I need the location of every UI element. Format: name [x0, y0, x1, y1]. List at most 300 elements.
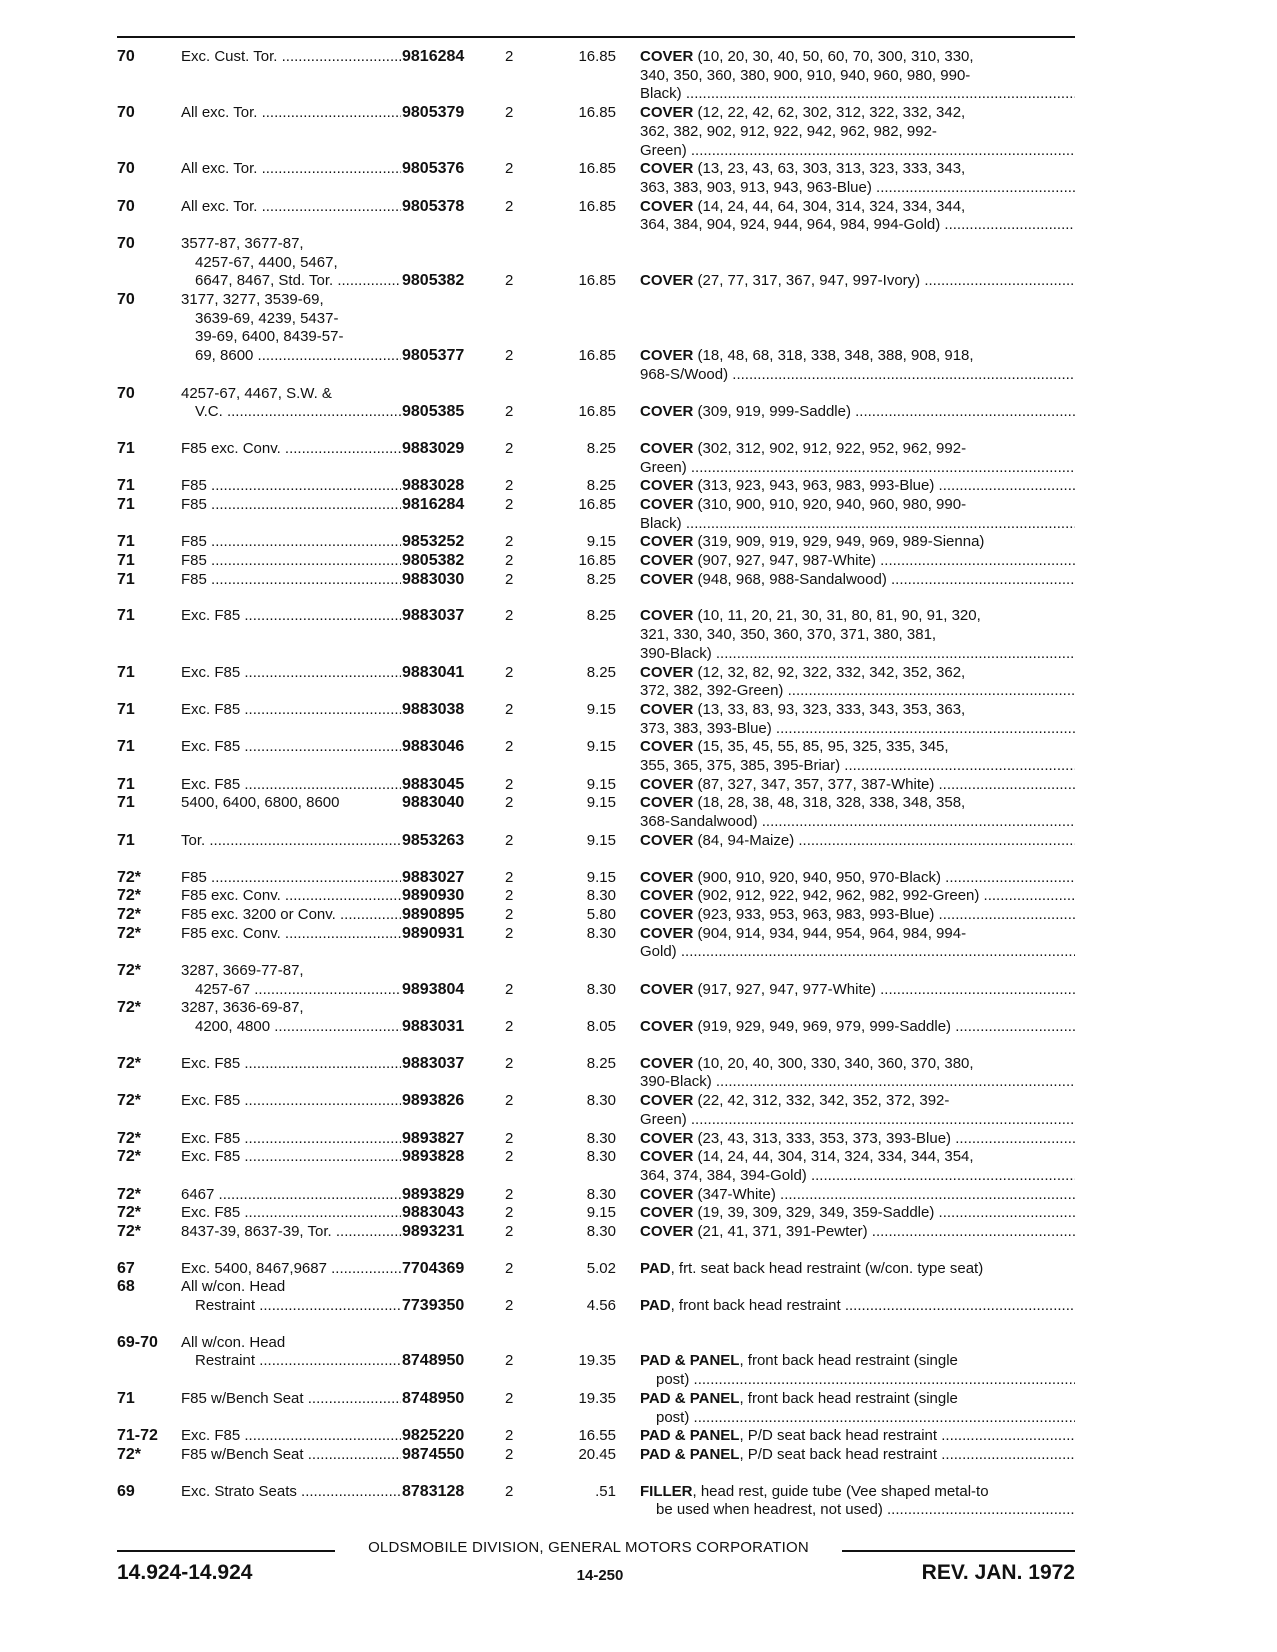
price-cell: 8.25: [586, 477, 616, 495]
year-cell: 71-72: [117, 1427, 158, 1445]
price-cell: 9.15: [586, 533, 616, 551]
part-number-cell: 9883029: [402, 439, 465, 457]
year-cell: 72*: [117, 1054, 142, 1072]
part-number-cell: 7704369: [402, 1259, 465, 1277]
item-name: COVER: [640, 496, 694, 514]
model-cell: [181, 48, 401, 67]
table-row: [0, 1334, 1277, 1390]
quantity-cell: 2: [505, 48, 514, 65]
year-cell: 72*: [117, 924, 142, 942]
quantity-cell: 2: [505, 1222, 514, 1240]
description-text: , front back head restraint (single: [739, 1352, 958, 1370]
description-text: 363, 383, 903, 913, 943, 963-Blue): [640, 178, 872, 196]
item-name: COVER: [640, 924, 694, 942]
model-line: Exc. F85 .....: [181, 1427, 401, 1446]
model-line: All exc. Tor. .....: [181, 104, 401, 123]
quantity-cell: 2: [505, 980, 514, 998]
model-cell: [181, 552, 401, 571]
item-name: COVER: [640, 1204, 694, 1222]
model-cell: [181, 607, 401, 626]
model-line: F85 .....: [181, 477, 401, 496]
item-name: PAD & PANEL: [640, 1427, 740, 1445]
quantity-cell: 2: [505, 570, 514, 588]
price-cell: 8.25: [586, 663, 616, 681]
model-cell: [181, 664, 401, 683]
description-text: (902, 912, 922, 942, 962, 982, 992-Green): [693, 887, 980, 905]
description-cell: [640, 981, 1075, 1000]
description-cell: [640, 1352, 1075, 1389]
model-cell: [181, 571, 401, 590]
description-cell: [640, 552, 1075, 571]
description-text: (319, 909, 919, 929, 949, 969, 989-Sienna): [693, 533, 985, 551]
part-number-cell: 9883045: [402, 775, 465, 793]
item-name: PAD & PANEL: [640, 1445, 740, 1463]
description-text: 373, 383, 393-Blue): [640, 719, 772, 737]
part-number-cell: 9883040: [402, 794, 465, 812]
model-cell: [181, 160, 401, 179]
year-cell: 70: [117, 234, 135, 252]
year-cell: 72*: [117, 1092, 142, 1110]
part-number-cell: 9883046: [402, 738, 465, 756]
description-line: [640, 179, 1075, 198]
price-cell: 8.30: [586, 1222, 616, 1240]
description-line: [640, 1446, 1075, 1465]
description-cell: [640, 664, 1075, 701]
table-row: [0, 869, 1277, 888]
description-cell: [640, 1186, 1075, 1205]
model-line: 3287, 3636-69-87,: [181, 999, 304, 1017]
year-cell: 70: [117, 197, 135, 215]
table-row: [0, 906, 1277, 925]
quantity-cell: 2: [505, 1352, 514, 1370]
part-number-cell: 9805377: [402, 347, 465, 365]
description-line: [640, 272, 1075, 291]
price-cell: 8.30: [586, 887, 616, 905]
year-cell: 70: [117, 160, 135, 178]
item-name: COVER: [640, 160, 694, 178]
year-cell: 71: [117, 738, 135, 756]
description-text: (347-White): [693, 1185, 776, 1203]
description-line: [640, 757, 1075, 776]
quantity-cell: 2: [505, 1204, 514, 1222]
year-cell: 68: [117, 1278, 135, 1296]
price-cell: 8.25: [586, 607, 616, 625]
part-number-cell: 9883043: [402, 1204, 465, 1222]
model-cell: [181, 906, 401, 925]
part-number-cell: 9805376: [402, 160, 465, 178]
quantity-cell: 2: [505, 1259, 514, 1277]
description-text: , head rest, guide tube (Vee shaped metal-to: [692, 1482, 989, 1500]
item-name: PAD & PANEL: [640, 1389, 740, 1407]
price-cell: 16.85: [578, 347, 616, 365]
price-cell: 9.15: [586, 738, 616, 756]
description-cell: [640, 1427, 1075, 1446]
table-row: [0, 794, 1277, 831]
item-name: PAD: [640, 1297, 671, 1315]
description-line: [640, 515, 1075, 534]
year-cell: 71: [117, 439, 135, 457]
year-cell: 71: [117, 794, 135, 812]
description-text: (14, 24, 44, 304, 314, 324, 334, 344, 354,: [693, 1148, 974, 1166]
item-name: COVER: [640, 1018, 694, 1036]
description-cell: [640, 1204, 1075, 1223]
description-cell: [640, 1055, 1075, 1092]
description-cell: [640, 272, 1075, 291]
model-line: F85 exc. Conv. .....: [181, 887, 401, 906]
price-cell: 5.02: [586, 1259, 616, 1277]
price-cell: 9.15: [586, 700, 616, 718]
quantity-cell: 2: [505, 663, 514, 681]
model-cell: [181, 1223, 401, 1242]
description-line: [640, 1055, 1075, 1074]
model-cell: [181, 1055, 401, 1074]
price-cell: 16.55: [578, 1427, 616, 1445]
item-name: COVER: [640, 272, 694, 290]
part-number-cell: 8783128: [402, 1482, 465, 1500]
year-cell: 72*: [117, 1129, 142, 1147]
model-cell: [181, 1446, 401, 1465]
table-row: [0, 1427, 1277, 1446]
item-name: FILLER: [640, 1482, 693, 1500]
part-number-cell: 9893826: [402, 1092, 465, 1110]
description-line: [640, 1501, 1075, 1520]
description-line: [640, 160, 1075, 179]
description-text: 355, 365, 375, 385, 395-Briar): [640, 757, 841, 775]
model-cell: [181, 1483, 401, 1502]
part-number-cell: 9874550: [402, 1445, 465, 1463]
price-cell: 9.15: [586, 831, 616, 849]
part-number-cell: 9853252: [402, 533, 465, 551]
table-row: [0, 962, 1277, 999]
description-text: (14, 24, 44, 64, 304, 314, 324, 334, 344,: [693, 197, 966, 215]
part-number-cell: 8748950: [402, 1352, 465, 1370]
description-line: [640, 906, 1075, 925]
description-line: [640, 1260, 1075, 1279]
part-number-cell: 9805379: [402, 104, 465, 122]
description-text: (12, 32, 82, 92, 322, 332, 342, 352, 362,: [693, 663, 966, 681]
description-text: (919, 929, 949, 969, 979, 999-Saddle): [693, 1018, 952, 1036]
description-text: , front back head restraint (single: [739, 1389, 958, 1407]
model-line: 8437-39, 8637-39, Tor. .....: [181, 1223, 401, 1242]
quantity-cell: 2: [505, 924, 514, 942]
table-row: [0, 104, 1277, 160]
description-text: (27, 77, 317, 367, 947, 997-Ivory): [693, 272, 921, 290]
model-line: Exc. F85 .....: [181, 776, 401, 795]
model-line: Restraint .....: [181, 1297, 401, 1316]
item-name: COVER: [640, 439, 694, 457]
model-line: 6647, 8467, Std. Tor. .....: [181, 272, 401, 291]
model-cell: [181, 776, 401, 795]
description-line: [640, 925, 1075, 944]
description-line: [640, 869, 1075, 888]
description-line: [640, 496, 1075, 515]
footer-page-number: 14-250: [576, 1567, 624, 1584]
description-line: [640, 1297, 1075, 1316]
description-line: [640, 142, 1075, 161]
description-cell: [640, 1390, 1075, 1427]
model-line: Exc. 5400, 8467,9687 .....: [181, 1260, 401, 1279]
model-cell: [181, 198, 401, 217]
model-cell: [181, 701, 401, 720]
item-name: COVER: [640, 1148, 694, 1166]
description-line: [640, 533, 1075, 552]
model-cell: [181, 832, 401, 851]
price-cell: 8.25: [586, 439, 616, 457]
model-line: 4257-67, 4400, 5467,: [195, 253, 338, 271]
model-line: Exc. F85 .....: [181, 664, 401, 683]
price-cell: 8.05: [586, 1018, 616, 1036]
table-row: [0, 776, 1277, 795]
description-text: (87, 327, 347, 357, 377, 387-White): [693, 775, 935, 793]
year-cell: 71: [117, 552, 135, 570]
model-cell: [181, 794, 401, 813]
price-cell: 8.30: [586, 980, 616, 998]
item-name: COVER: [640, 607, 694, 625]
quantity-cell: 2: [505, 1445, 514, 1463]
description-line: [640, 832, 1075, 851]
table-row: [0, 1204, 1277, 1223]
description-line: [640, 1167, 1075, 1186]
part-number-cell: 9805382: [402, 272, 465, 290]
item-name: COVER: [640, 775, 694, 793]
part-number-cell: 9816284: [402, 496, 465, 514]
description-line: [640, 571, 1075, 590]
model-line: All w/con. Head: [181, 1333, 286, 1351]
table-row: [0, 1278, 1277, 1315]
description-text: (18, 28, 38, 48, 318, 328, 338, 348, 358,: [693, 794, 966, 812]
table-row: [0, 607, 1277, 663]
model-line: F85 .....: [181, 869, 401, 888]
description-line: [640, 67, 1075, 86]
quantity-cell: 2: [505, 347, 514, 365]
description-line: [640, 104, 1075, 123]
table-row: [0, 533, 1277, 552]
description-text: post): [656, 1371, 690, 1389]
price-cell: 8.30: [586, 1148, 616, 1166]
description-cell: [640, 571, 1075, 590]
table-row: [0, 1260, 1277, 1279]
description-cell: [640, 887, 1075, 906]
item-name: COVER: [640, 887, 694, 905]
description-line: [640, 1204, 1075, 1223]
description-text: 340, 350, 360, 380, 900, 910, 940, 960, 980, 990-: [640, 66, 971, 84]
description-cell: [640, 48, 1075, 104]
model-line: F85 exc. Conv. .....: [181, 925, 401, 944]
table-row: [0, 235, 1277, 291]
quantity-cell: 2: [505, 104, 514, 122]
footer-revision: REV. JAN. 1972: [921, 1561, 1075, 1584]
year-cell: 69: [117, 1482, 135, 1500]
model-line: 39-69, 6400, 8439-57-: [195, 328, 344, 346]
item-name: COVER: [640, 980, 694, 998]
model-cell: [181, 1204, 401, 1223]
description-text: (19, 39, 309, 329, 349, 359-Saddle): [693, 1204, 935, 1222]
year-cell: 72*: [117, 887, 142, 905]
table-row: [0, 1390, 1277, 1427]
description-line: [640, 1148, 1075, 1167]
item-name: COVER: [640, 700, 694, 718]
price-cell: 9.15: [586, 868, 616, 886]
model-line: Exc. F85 .....: [181, 1130, 401, 1149]
part-number-cell: 9805382: [402, 552, 465, 570]
quantity-cell: 2: [505, 700, 514, 718]
year-cell: 72*: [117, 905, 142, 923]
year-cell: 72*: [117, 999, 142, 1017]
model-line: Exc. F85 .....: [181, 1092, 401, 1111]
description-line: [640, 198, 1075, 217]
quantity-cell: 2: [505, 1185, 514, 1203]
item-name: COVER: [640, 477, 694, 495]
description-text: (15, 35, 45, 55, 85, 95, 325, 335, 345,: [693, 738, 949, 756]
description-text: Green): [640, 458, 687, 476]
model-line: F85 w/Bench Seat .....: [181, 1446, 401, 1465]
description-text: Green): [640, 1110, 687, 1128]
quantity-cell: 2: [505, 403, 514, 421]
year-cell: 70: [117, 48, 135, 65]
description-text: (923, 933, 953, 963, 983, 993-Blue): [693, 905, 935, 923]
price-cell: 9.15: [586, 775, 616, 793]
part-number-cell: 9883037: [402, 1054, 465, 1072]
description-line: [640, 943, 1075, 962]
description-line: [640, 776, 1075, 795]
quantity-cell: 2: [505, 1018, 514, 1036]
item-name: COVER: [640, 1222, 694, 1240]
description-text: , P/D seat back head restraint: [739, 1445, 938, 1463]
price-cell: 16.85: [578, 403, 616, 421]
price-cell: 16.85: [578, 552, 616, 570]
model-line: All exc. Tor. .....: [181, 198, 401, 217]
year-cell: 71: [117, 477, 135, 495]
description-text: (313, 923, 943, 963, 983, 993-Blue): [693, 477, 935, 495]
model-line: F85 .....: [181, 571, 401, 590]
model-line: 6467 .....: [181, 1186, 401, 1205]
model-cell: [181, 738, 401, 757]
model-line: F85 .....: [181, 552, 401, 571]
part-number-cell: 8748950: [402, 1389, 465, 1407]
description-text: 968-S/Wood): [640, 365, 729, 383]
price-cell: 8.30: [586, 1092, 616, 1110]
description-text: (10, 20, 30, 40, 50, 60, 70, 300, 310, 330,: [693, 48, 974, 65]
model-line: V.C. .....: [181, 403, 401, 422]
model-cell: [181, 477, 401, 496]
table-row: [0, 552, 1277, 571]
model-cell: [181, 1278, 401, 1315]
model-line: F85 .....: [181, 496, 401, 515]
quantity-cell: 2: [505, 552, 514, 570]
quantity-cell: 2: [505, 794, 514, 812]
description-text: (13, 33, 83, 93, 323, 333, 343, 353, 363,: [693, 700, 966, 718]
description-text: (309, 919, 999-Saddle): [693, 403, 851, 421]
table-row: [0, 1446, 1277, 1465]
part-number-cell: 9883038: [402, 700, 465, 718]
quantity-cell: 2: [505, 1482, 514, 1500]
description-text: (310, 900, 910, 920, 940, 960, 980, 990-: [693, 496, 967, 514]
description-cell: [640, 832, 1075, 851]
model-line: 69, 8600 .....: [181, 347, 401, 366]
description-text: be used when headrest, not used): [656, 1501, 883, 1519]
table-row: [0, 925, 1277, 962]
part-number-cell: 9816284: [402, 48, 465, 65]
description-line: [640, 366, 1075, 385]
description-line: [640, 626, 1075, 645]
year-cell: 71: [117, 700, 135, 718]
quantity-cell: 2: [505, 477, 514, 495]
description-line: [640, 682, 1075, 701]
year-cell: 70: [117, 104, 135, 122]
table-row: [0, 832, 1277, 851]
description-cell: [640, 1446, 1075, 1465]
description-line: [640, 1130, 1075, 1149]
quantity-cell: 2: [505, 831, 514, 849]
description-text: (10, 20, 40, 300, 330, 340, 360, 370, 380,: [693, 1054, 974, 1072]
description-text: 321, 330, 340, 350, 360, 370, 371, 380, 381,: [640, 626, 937, 644]
quantity-cell: 2: [505, 197, 514, 215]
price-cell: 16.85: [578, 160, 616, 178]
quantity-cell: 2: [505, 1148, 514, 1166]
price-cell: 8.30: [586, 924, 616, 942]
model-cell: [181, 962, 401, 999]
table-row: [0, 1148, 1277, 1185]
description-cell: [640, 925, 1075, 962]
year-cell: 72*: [117, 1204, 142, 1222]
table-row: [0, 48, 1277, 104]
year-cell: 71: [117, 831, 135, 849]
model-cell: [181, 235, 401, 291]
description-text: (10, 11, 20, 21, 30, 31, 80, 81, 90, 91, 320,: [693, 607, 981, 625]
year-cell: 72*: [117, 868, 142, 886]
model-line: Exc. Strato Seats .....: [181, 1483, 401, 1502]
part-number-cell: 9883027: [402, 868, 465, 886]
description-cell: [640, 794, 1075, 831]
item-name: COVER: [640, 1129, 694, 1147]
model-cell: [181, 440, 401, 459]
model-cell: [181, 869, 401, 888]
model-line: 3287, 3669-77-87,: [181, 961, 304, 979]
price-cell: 19.35: [578, 1389, 616, 1407]
price-cell: 16.85: [578, 272, 616, 290]
table-row: [0, 477, 1277, 496]
model-line: All w/con. Head: [181, 1278, 286, 1296]
model-line: Exc. F85 .....: [181, 1148, 401, 1167]
description-line: [640, 123, 1075, 142]
description-line: [640, 1371, 1075, 1390]
description-text: (13, 23, 43, 63, 303, 313, 323, 333, 343,: [693, 160, 966, 178]
parts-table: [0, 48, 1277, 1520]
description-cell: [640, 477, 1075, 496]
model-line: F85 exc. 3200 or Conv. .....: [181, 906, 401, 925]
table-row: [0, 496, 1277, 533]
model-cell: [181, 887, 401, 906]
description-cell: [640, 160, 1075, 197]
quantity-cell: 2: [505, 533, 514, 551]
description-cell: [640, 1297, 1075, 1316]
part-number-cell: 9883031: [402, 1018, 465, 1036]
description-text: Black): [640, 85, 682, 103]
price-cell: 8.30: [586, 1129, 616, 1147]
footer-rule-left: [117, 1550, 335, 1552]
description-line: [640, 1111, 1075, 1130]
model-line: 4257-67 .....: [181, 981, 401, 1000]
item-name: COVER: [640, 104, 694, 122]
description-text: (22, 42, 312, 332, 342, 352, 372, 392-: [693, 1092, 950, 1110]
table-row: [0, 160, 1277, 197]
table-row: [0, 198, 1277, 235]
description-cell: [640, 906, 1075, 925]
description-line: [640, 403, 1075, 422]
part-number-cell: 9893804: [402, 980, 465, 998]
price-cell: 9.15: [586, 1204, 616, 1222]
year-cell: 70: [117, 384, 135, 402]
